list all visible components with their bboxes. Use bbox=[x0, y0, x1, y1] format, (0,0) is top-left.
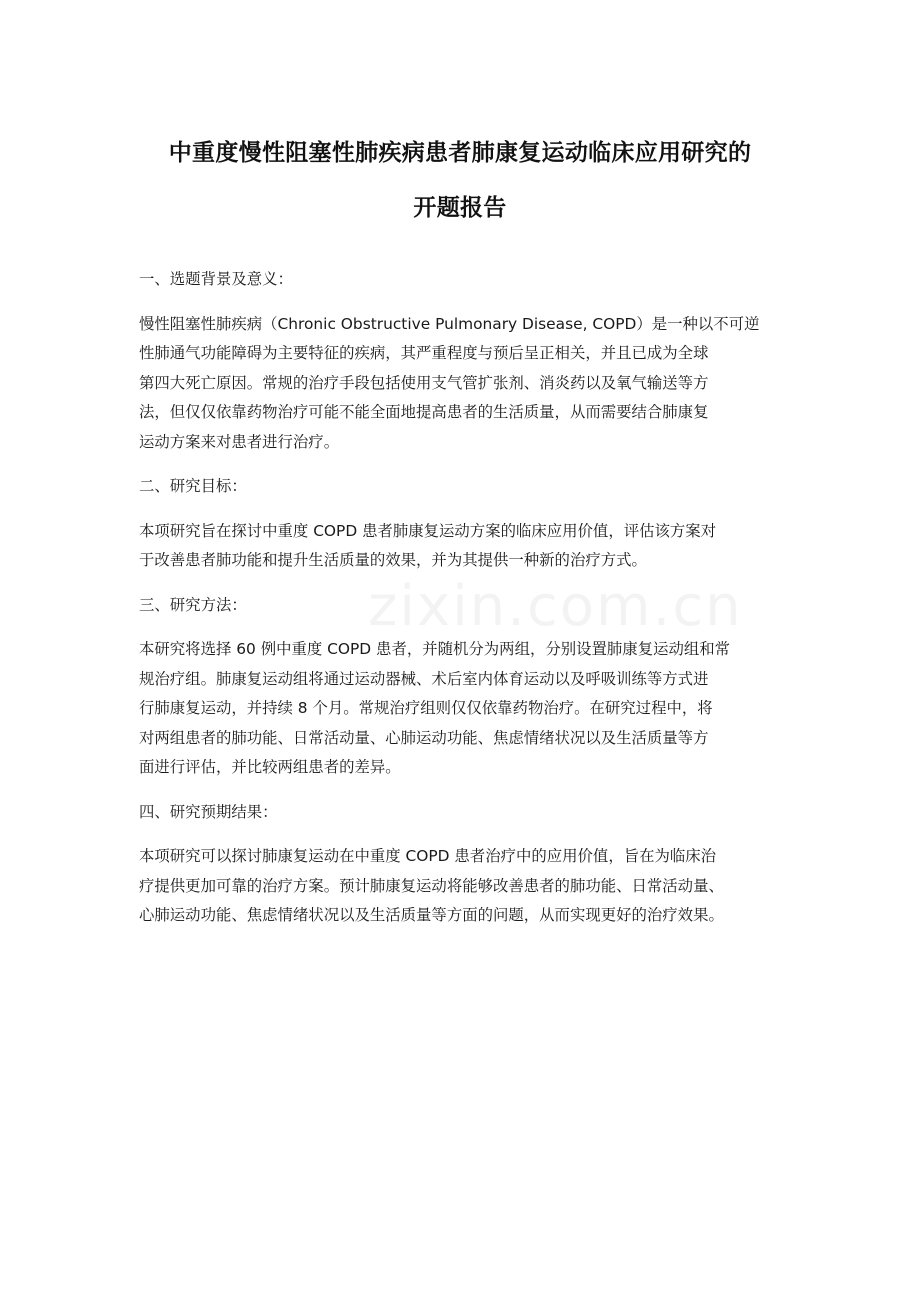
section-heading-methods: 三、研究方法： bbox=[139, 595, 247, 614]
paragraph-line: 规治疗组。肺康复运动组将通过运动器械、术后室内体育运动以及呼吸训练等方式进 bbox=[139, 669, 709, 688]
paragraph-line: 第四大死亡原因。常规的治疗手段包括使用支气管扩张剂、消炎药以及氧气输送等方 bbox=[139, 373, 709, 392]
section-paragraph-methods bbox=[139, 635, 799, 783]
paragraph-line: 面进行评估，并比较两组患者的差异。 bbox=[139, 758, 401, 776]
paragraph-line: 慢性阻塞性肺疾病（Chronic Obstructive Pulmonary Disease, COPD）是一种以不可逆 bbox=[139, 314, 760, 333]
paragraph-line: 本项研究可以探讨肺康复运动在中重度 COPD 患者治疗中的应用价值，旨在为临床治 bbox=[139, 847, 717, 865]
paragraph-line: 心肺运动功能、焦虑情绪状况以及生活质量等方面的问题，从而实现更好的治疗效果。 bbox=[139, 906, 724, 924]
document-title-line-2: 开题报告 bbox=[413, 195, 507, 221]
document-body bbox=[139, 265, 799, 946]
paragraph-line: 行肺康复运动，并持续 8 个月。常规治疗组则仅仅依靠药物治疗。在研究过程中，将 bbox=[139, 699, 713, 717]
paragraph-line: 运动方案来对患者进行治疗。 bbox=[139, 432, 340, 451]
paragraph-line: 于改善患者肺功能和提升生活质量的效果，并为其提供一种新的治疗方式。 bbox=[139, 551, 647, 569]
document-title-line-1: 中重度慢性阻塞性肺疾病患者肺康复运动临床应用研究的 bbox=[168, 140, 752, 166]
paragraph-line: 本项研究旨在探讨中重度 COPD 患者肺康复运动方案的临床应用价值，评估该方案对 bbox=[139, 521, 717, 540]
paragraph-line: 对两组患者的肺功能、日常活动量、心肺运动功能、焦虑情绪状况以及生活质量等方 bbox=[139, 728, 709, 747]
paragraph-line: 性肺通气功能障碍为主要特征的疾病，其严重程度与预后呈正相关，并且已成为全球 bbox=[139, 344, 709, 362]
section-heading-objectives: 二、研究目标： bbox=[139, 477, 247, 495]
section-paragraph-expected-results bbox=[139, 842, 799, 931]
paragraph-line: 疗提供更加可靠的治疗方案。预计肺康复运动将能够改善患者的肺功能、日常活动量、 bbox=[139, 876, 724, 895]
section-paragraph-background bbox=[139, 310, 799, 458]
section-paragraph-objectives bbox=[139, 517, 799, 576]
section-heading-background: 一、选题背景及意义： bbox=[139, 270, 293, 288]
section-heading-expected-results: 四、研究预期结果： bbox=[139, 802, 278, 821]
paragraph-line: 本研究将选择 60 例中重度 COPD 患者，并随机分为两组，分别设置肺康复运动组和常 bbox=[139, 640, 731, 658]
paragraph-line: 法，但仅仅依靠药物治疗可能不能全面地提高患者的生活质量，从而需要结合肺康复 bbox=[139, 403, 709, 421]
